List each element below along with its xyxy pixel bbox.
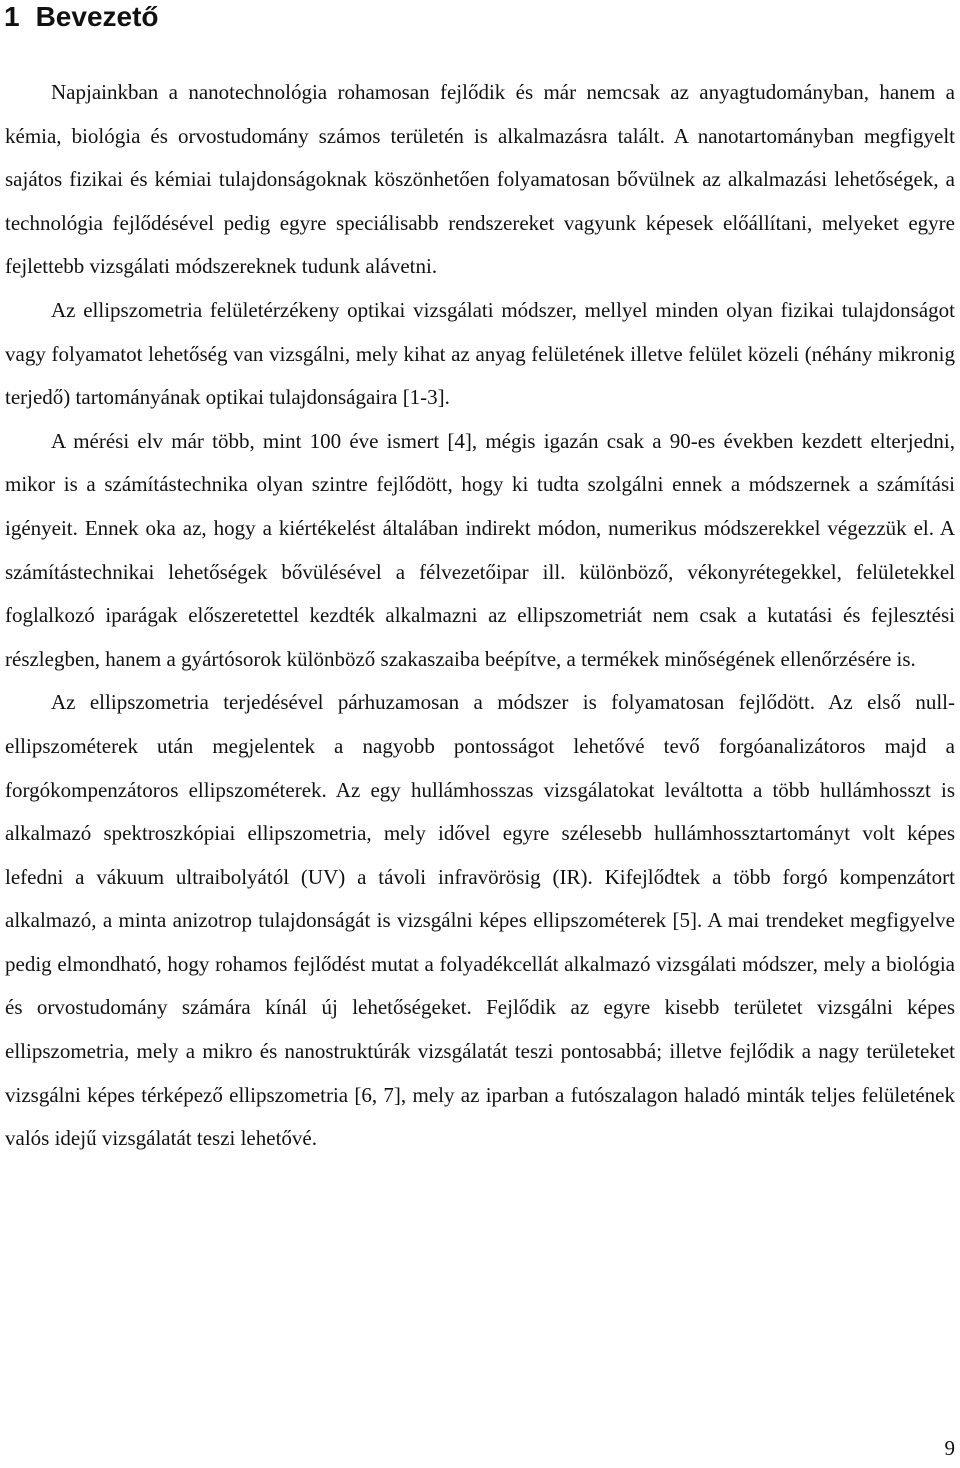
paragraph: Az ellipszometria terjedésével párhuzamosan a módszer is folyamatosan fejlődött. Az első null-ellipszométerek után megjelentek a nagyobb pontosságot lehetővé tevő forgóanalizátoros majd a forgókompenzátoros ellipszométerek. Az egy hullámhosszas vizsgálatokat leváltotta a több hullámhosszt is alkalmazó spektroszkópiai ellipszometria, mely idővel egyre szélesebb hullámhossztartományt volt képes lefedni a vákuum ultraibolyától (UV) a távoli infravörösig (IR). Kifejlődtek a több forgó kompenzátort alkalmazó, a minta anizotrop tulajdonságát is vizsgálni képes ellipszométerek [5]. A mai trendeket megfigyelve pedig elmondható, hogy rohamos fejlődést mutat a folyadékcellát alkalmazó vizsgálati módszer, mely a biológia és orvostudomány számára kínál új lehetőségeket. Fejlődik az egyre kisebb területet vizsgálni képes ellipszometria, mely a mikro és nanostruktúrák vizsgálatát teszi pontosabbá; illetve fejlődik a nagy területeket vizsgálni képes térképező ellipszometria [6, 7], mely az iparban a futószalagon haladó minták teljes felületének valós idejű vizsgálatát teszi lehetővé. bbox=[5, 690, 955, 1151]
paragraph: Napjainkban a nanotechnológia rohamosan fejlődik és már nemcsak az anyagtudományban, hanem a kémia, biológia és orvostudomány számos területén is alkalmazásra talált. A nanotartományban megfigyelt sajátos fizikai és kémiai tulajdonságoknak köszönhetően folyamatosan bővülnek az alkalmazási lehetőségek, a technológia fejlődésével pedig egyre speciálisabb rendszereket vagyunk képesek előállítani, melyeket egyre fejlettebb vizsgálati módszereknek tudunk alávetni. bbox=[5, 80, 955, 279]
paragraph: A mérési elv már több, mint 100 éve ismert [4], mégis igazán csak a 90-es években kezdett elterjedni, mikor is a számítástechnika olyan szintre fejlődött, hogy ki tudta szolgálni ennek a módszernek a számítási igényeit. Ennek oka az, hogy a kiértékelést általában indirekt módon, numerikus módszerekkel végezzük el. A számítástechnikai lehetőségek bővülésével a félvezetőipar ill. különböző, vékonyrétegekkel, felületekkel foglalkozó iparágak előszeretettel kezdték alkalmazni az ellipszometriát nem csak a kutatási és fejlesztési részlegben, hanem a gyártósorok különböző szakaszaiba beépítve, a termékek minőségének ellenőrzésére is. bbox=[5, 428, 955, 671]
section-number: 1 bbox=[4, 1, 20, 32]
paragraph: Az ellipszometria felületérzékeny optikai vizsgálati módszer, mellyel minden olyan fizikai tulajdonságot vagy folyamatot lehetőség van vizsgálni, mely kihat az anyag felületének illetve felület közeli (néhány mikronig terjedő) tartományának optikai tulajdonságaira [1-3]. bbox=[5, 297, 955, 410]
body-text bbox=[5, 71, 955, 1161]
section-heading bbox=[4, 0, 159, 34]
page-number: 9 bbox=[944, 1436, 955, 1460]
section-title: Bevezető bbox=[35, 1, 159, 32]
